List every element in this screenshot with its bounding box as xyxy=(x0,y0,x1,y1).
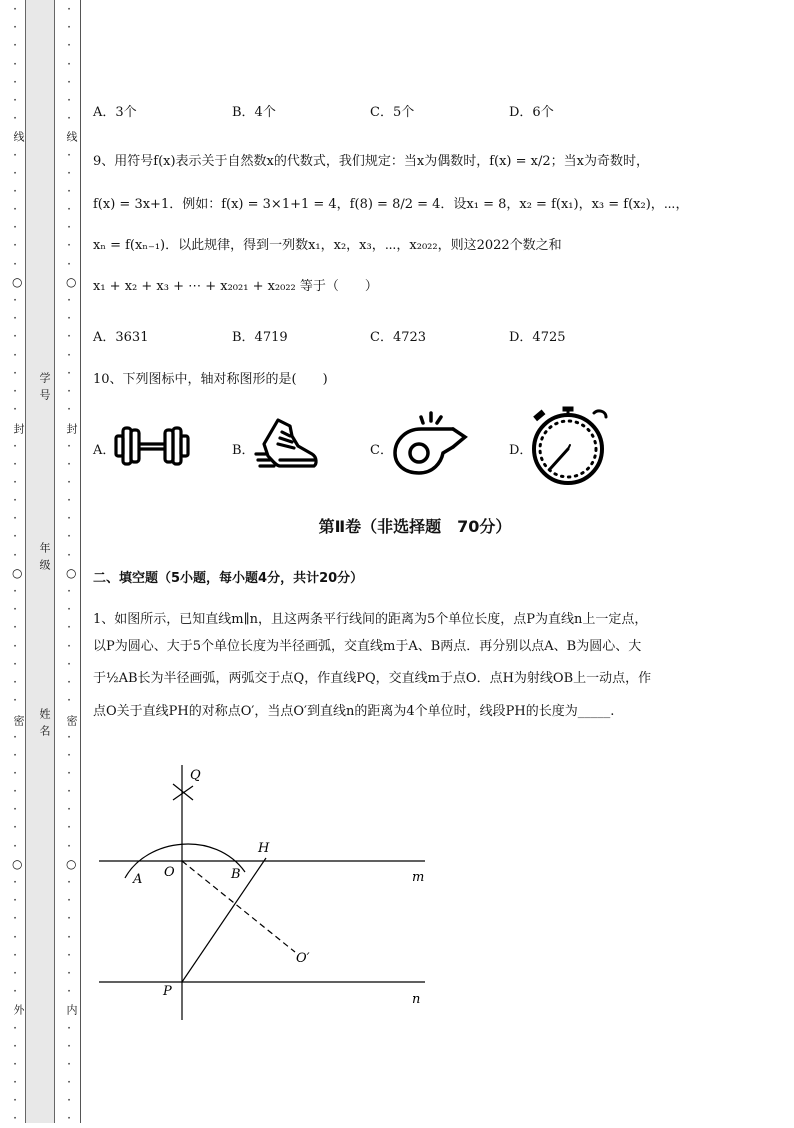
outer-dot-column xyxy=(12,0,23,1126)
gutter-dot: · xyxy=(13,147,17,162)
gutter-dot: · xyxy=(67,38,71,53)
label-o-prime: O′ xyxy=(296,951,310,966)
gutter-dot: · xyxy=(67,584,71,598)
label-o: O xyxy=(164,865,175,880)
gutter-dot: · xyxy=(67,1056,71,1071)
problem-1-line-4: 点O关于直线PH的对称点O′，当点O′到直线n的距离为4个单位时，线段PH的长度为_____. xyxy=(93,704,615,719)
gutter-dot: · xyxy=(67,529,71,544)
gutter-dot: · xyxy=(13,875,17,889)
gutter-circle: ○ xyxy=(66,565,77,580)
gutter-dot: · xyxy=(13,820,17,835)
q10-option-a: A． xyxy=(93,443,116,458)
label-q: Q xyxy=(190,768,201,783)
gutter-dot: · xyxy=(13,656,17,671)
gutter-dot: · xyxy=(67,802,71,817)
gutter-dot: · xyxy=(67,383,71,398)
field-grade: 年级 xyxy=(38,542,51,576)
gutter-dot: · xyxy=(67,1020,71,1035)
gutter-dot: · xyxy=(13,784,17,799)
gutter-dot: · xyxy=(67,511,71,526)
gutter-dot: · xyxy=(67,165,71,180)
gutter-dot: · xyxy=(13,911,17,926)
gutter-dot: · xyxy=(13,693,17,708)
label-p: P xyxy=(163,984,172,999)
segment-ph xyxy=(182,858,266,982)
gutter-circle: ○ xyxy=(12,274,23,289)
gutter-dot: · xyxy=(67,547,71,562)
gutter-dot: · xyxy=(13,838,17,853)
gutter-dot: · xyxy=(13,56,17,71)
inner-dot-column xyxy=(66,0,77,1126)
gutter-dot: · xyxy=(13,674,17,689)
gutter-dot: · xyxy=(13,347,17,362)
problem-1-line-2: 以P为圆心、大于5个单位长度为半径画弧，交直线m于A、B两点．再分别以点A、B为圆心、大 xyxy=(93,639,642,654)
outer-label-xian: 线 xyxy=(12,131,25,148)
label-a: A xyxy=(133,872,143,887)
gutter-dot: · xyxy=(13,383,17,398)
inner-label-mi: 密 xyxy=(65,715,78,732)
inner-label-feng: 封 xyxy=(65,423,78,440)
gutter-dot: · xyxy=(13,1093,17,1108)
gutter-dot: · xyxy=(67,183,71,198)
gutter-dot: · xyxy=(13,456,17,471)
gutter-dot: · xyxy=(13,74,17,89)
gutter-dot: · xyxy=(13,365,17,380)
sneaker-icon xyxy=(254,414,320,476)
q8-option-b: B．4个 xyxy=(232,105,276,120)
gutter-dot: · xyxy=(67,729,71,744)
geometry-figure xyxy=(95,760,440,1025)
gutter-dot: · xyxy=(67,602,71,617)
gutter-dot: · xyxy=(13,183,17,198)
q9-line-4: x₁ + x₂ + x₃ + ⋯ + x₂₀₂₁ + x₂₀₂₂ 等于（ ） xyxy=(93,279,378,294)
gutter-dot: · xyxy=(13,220,17,235)
gutter-dot: · xyxy=(13,547,17,562)
gutter-dot: · xyxy=(67,929,71,944)
gutter-border-line xyxy=(80,0,81,1123)
gutter-dot: · xyxy=(67,147,71,162)
gutter-dot: · xyxy=(13,202,17,217)
gutter-dot: · xyxy=(13,20,17,35)
field-name: 姓名 xyxy=(38,708,51,742)
gutter-dot: · xyxy=(13,311,17,326)
gutter-dot: · xyxy=(13,747,17,762)
section-2-heading: 二、填空题（5小题，每小题4分，共计20分） xyxy=(93,571,364,586)
q9-option-a: A．3631 xyxy=(93,330,149,345)
gutter-dot: · xyxy=(13,529,17,544)
gutter-dot: · xyxy=(13,729,17,744)
gutter-dot: · xyxy=(13,893,17,908)
gutter-dot: · xyxy=(67,911,71,926)
gutter-dot: · xyxy=(67,220,71,235)
gutter-dot: · xyxy=(13,1038,17,1053)
gutter-dot: · xyxy=(13,329,17,344)
gutter-dot: · xyxy=(67,765,71,780)
q10-option-d: D． xyxy=(509,443,533,458)
q9-option-d: D．4725 xyxy=(509,330,566,345)
gutter-dot: · xyxy=(67,674,71,689)
q9-option-b: B．4719 xyxy=(232,330,288,345)
gutter-dot: · xyxy=(67,456,71,471)
gutter-dot: · xyxy=(13,602,17,617)
gutter-dot: · xyxy=(13,1020,17,1035)
label-n: n xyxy=(412,992,421,1007)
gutter-circle: ○ xyxy=(66,856,77,871)
inner-label-nei: 内 xyxy=(65,1004,78,1021)
gutter-dot: · xyxy=(13,474,17,489)
field-student-number: 学号 xyxy=(38,372,51,406)
gutter-dot: · xyxy=(67,820,71,835)
gutter-dot: · xyxy=(13,92,17,107)
whistle-icon xyxy=(391,409,471,477)
gutter-dot: · xyxy=(13,965,17,980)
q8-option-a: A．3个 xyxy=(93,105,137,120)
gutter-dot: · xyxy=(67,1093,71,1108)
gutter-dot: · xyxy=(67,56,71,71)
gutter-dot: · xyxy=(67,311,71,326)
gutter-dot: · xyxy=(67,74,71,89)
gutter-dot: · xyxy=(13,765,17,780)
gutter-dot: · xyxy=(67,1111,71,1126)
gutter-dot: · xyxy=(13,947,17,962)
gutter-dot: · xyxy=(13,802,17,817)
gutter-circle: ○ xyxy=(12,565,23,580)
gutter-circle: ○ xyxy=(66,274,77,289)
gutter-dot: · xyxy=(13,238,17,253)
gutter-dot: · xyxy=(67,347,71,362)
gutter-dot: · xyxy=(67,2,71,16)
gutter-dot: · xyxy=(67,875,71,889)
gutter-dot: · xyxy=(67,493,71,508)
gutter-dot: · xyxy=(67,329,71,344)
gutter-circle: ○ xyxy=(12,856,23,871)
gutter-dot: · xyxy=(67,402,71,417)
outer-label-feng: 封 xyxy=(12,423,25,440)
gutter-dot: · xyxy=(67,947,71,962)
gutter-dot: · xyxy=(67,1038,71,1053)
q8-option-d: D．6个 xyxy=(509,105,554,120)
label-h: H xyxy=(258,841,270,856)
gutter-dot: · xyxy=(67,92,71,107)
gutter-dot: · xyxy=(13,984,17,999)
gutter-dot: · xyxy=(67,965,71,980)
gutter-dot: · xyxy=(13,256,17,271)
q10-option-c: C． xyxy=(370,443,393,458)
gutter-dot: · xyxy=(13,584,17,598)
gutter-dot: · xyxy=(67,784,71,799)
gutter-dot: · xyxy=(13,620,17,635)
gutter-dot: · xyxy=(13,1075,17,1090)
q9-option-c: C．4723 xyxy=(370,330,427,345)
q10-option-b: B． xyxy=(232,443,255,458)
gutter-dot: · xyxy=(67,656,71,671)
gutter-dot: · xyxy=(13,293,17,307)
gutter-dot: · xyxy=(13,1111,17,1126)
label-b: B xyxy=(231,867,241,882)
q9-line-2: f(x) = 3x+1．例如：f(x) = 3×1+1 = 4，f(8) = 8/2 = 4．设x₁ = 8，x₂ = f(x₁)，x₃ = f(x₂)，⋯， xyxy=(93,197,689,212)
gutter-dot: · xyxy=(67,293,71,307)
gutter-dot: · xyxy=(67,238,71,253)
gutter-dot: · xyxy=(67,838,71,853)
label-m: m xyxy=(412,870,425,885)
dumbbell-icon xyxy=(114,424,190,468)
gutter-dot: · xyxy=(67,984,71,999)
problem-1-line-1: 1、如图所示，已知直线m∥n，且这两条平行线间的距离为5个单位长度，点P为直线n上一定点， xyxy=(93,612,648,627)
inner-label-xian: 线 xyxy=(65,131,78,148)
gutter-dot: · xyxy=(67,620,71,635)
gutter-dot: · xyxy=(67,202,71,217)
gutter-dot: · xyxy=(67,20,71,35)
gutter-dot: · xyxy=(67,111,71,126)
gutter-dot: · xyxy=(13,511,17,526)
gutter-dot: · xyxy=(13,929,17,944)
gutter-dot: · xyxy=(67,438,71,453)
part-2-title: 第Ⅱ卷（非选择题 70分） xyxy=(318,517,512,536)
outer-label-wai: 外 xyxy=(12,1004,25,1021)
gutter-dot: · xyxy=(13,402,17,417)
gutter-dot: · xyxy=(67,747,71,762)
q9-line-3: xₙ = f(xₙ₋₁)．以此规律，得到一列数x₁，x₂，x₃，⋯，x₂₀₂₂，则这2022个数之和 xyxy=(93,238,562,253)
problem-1-line-3: 于½AB长为半径画弧，两弧交于点Q，作直线PQ，交直线m于点O．点H为射线OB上一动点，作 xyxy=(93,671,652,686)
gutter-dot: · xyxy=(13,493,17,508)
gutter-dot: · xyxy=(13,111,17,126)
gutter-dot: · xyxy=(67,893,71,908)
outer-label-mi: 密 xyxy=(12,715,25,732)
q10-stem: 10、下列图标中，轴对称图形的是( ) xyxy=(93,372,328,387)
gutter-dot: · xyxy=(67,256,71,271)
gutter-dot: · xyxy=(67,474,71,489)
gutter-dot: · xyxy=(13,38,17,53)
stopwatch-icon xyxy=(526,403,612,487)
gutter-dot: · xyxy=(13,1056,17,1071)
q8-option-c: C．5个 xyxy=(370,105,415,120)
gutter-dot: · xyxy=(13,165,17,180)
gutter-dot: · xyxy=(67,1075,71,1090)
gutter-dot: · xyxy=(13,438,17,453)
gutter-dot: · xyxy=(13,638,17,653)
gutter-dot: · xyxy=(67,693,71,708)
gutter-dot: · xyxy=(67,638,71,653)
q9-line-1: 9、用符号f(x)表示关于自然数x的代数式，我们规定：当x为偶数时，f(x) = x/2；当x为奇数时， xyxy=(93,154,649,169)
gutter-dot: · xyxy=(13,2,17,16)
gutter-dot: · xyxy=(67,365,71,380)
